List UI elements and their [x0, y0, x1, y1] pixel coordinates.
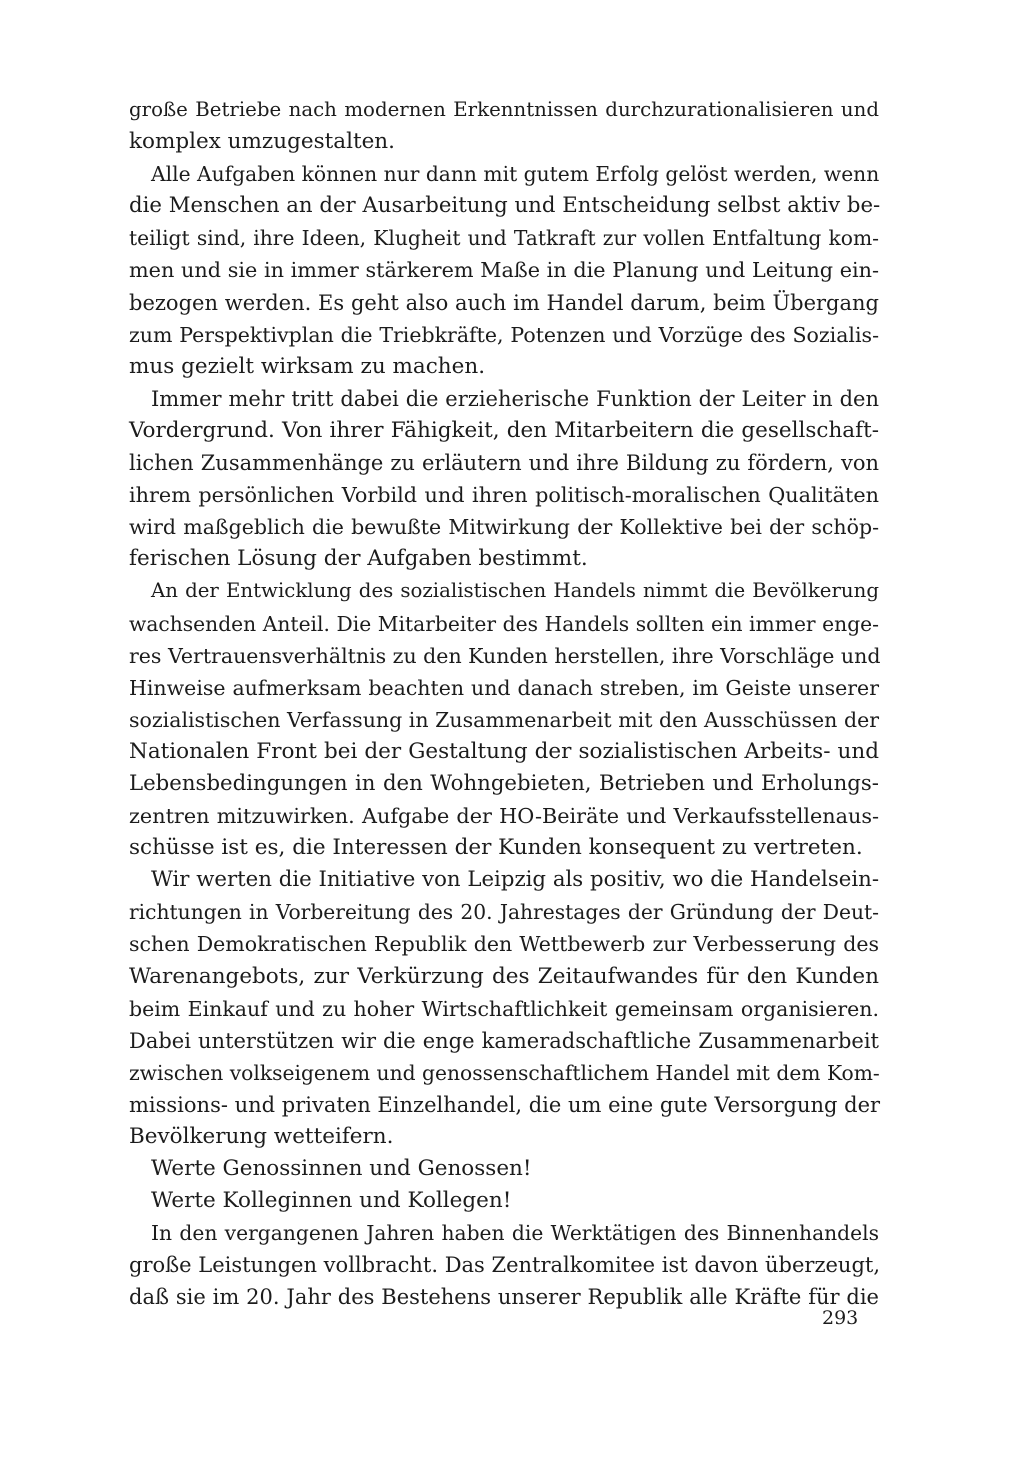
text-line: Alle Aufgaben können nur dann mit gutem Erfolg gelöst werden, wenn: [151, 162, 880, 187]
text-line: An der Entwicklung des sozialistischen Handels nimmt die Bevölkerung: [151, 579, 879, 603]
text-line: Immer mehr tritt dabei die erzieherische Funktion der Leiter in den: [151, 386, 879, 411]
text-line: Warenangebots, zur Verkürzung des Zeitaufwandes für den Kunden: [129, 963, 879, 989]
text-line: sozialistischen Verfassung in Zusammenarbeit mit den Ausschüssen der: [129, 707, 879, 732]
text-line: Wir werten die Initiative von Leipzig als positiv, wo die Handelsein-: [151, 867, 879, 893]
text-line: Hinweise aufmerksam beachten und danach streben, im Geiste unserer: [129, 675, 879, 700]
text-line: wachsenden Anteil. Die Mitarbeiter des Handels sollten ein immer enge-: [129, 611, 879, 636]
text-line: zentren mitzuwirken. Aufgabe der HO-Beiräte und Verkaufsstellenaus-: [129, 804, 879, 829]
body-text: [129, 94, 879, 1314]
text-line: Dabei unterstützen wir die enge kameradschaftliche Zusammenarbeit: [129, 1028, 879, 1053]
text-line: Nationalen Front bei der Gestaltung der sozialistischen Arbeits- und: [129, 738, 879, 764]
text-line: beim Einkauf und zu hoher Wirtschaftlichkeit gemeinsam organisieren.: [129, 996, 879, 1021]
text-line: res Vertrauensverhältnis zu den Kunden herstellen, ihre Vorschläge und: [129, 643, 881, 668]
text-line: men und sie in immer stärkerem Maße in die Planung und Leitung ein-: [129, 258, 879, 283]
text-line: Lebensbedingungen in den Wohngebieten, Betrieben und Erholungs-: [129, 770, 879, 796]
text-line: ferischen Lösung der Aufgaben bestimmt.: [129, 546, 588, 572]
text-line: lichen Zusammenhänge zu erläutern und ihre Bildung zu fördern, von: [129, 451, 879, 476]
text-line: richtungen in Vorbereitung des 20. Jahrestages der Gründung der Deut-: [129, 900, 879, 925]
text-line: komplex umzugestalten.: [129, 129, 395, 155]
text-line: mus gezielt wirksam zu machen.: [129, 353, 486, 379]
text-line: In den vergangenen Jahren haben die Werktätigen des Binnenhandels: [151, 1221, 879, 1246]
text-line: Werte Genossinnen und Genossen!: [151, 1156, 532, 1182]
text-line: zwischen volkseigenem und genossenschaftlichem Handel mit dem Kom-: [129, 1060, 880, 1085]
text-line: zum Perspektivplan die Triebkräfte, Potenzen und Vorzüge des Sozialis-: [129, 322, 879, 347]
text-line: schüsse ist es, die Interessen der Kunden konsequent zu vertreten.: [129, 835, 863, 861]
text-line: große Leistungen vollbracht. Das Zentralkomitee ist davon überzeugt,: [129, 1253, 881, 1278]
text-line: Werte Kolleginnen und Kollegen!: [151, 1188, 512, 1214]
text-line: Bevölkerung wetteifern.: [129, 1124, 394, 1149]
text-line: bezogen werden. Es geht also auch im Handel darum, beim Übergang: [129, 290, 879, 315]
text-line: missions- und privaten Einzelhandel, die um eine gute Versorgung der: [129, 1092, 881, 1117]
text-line: die Menschen an der Ausarbeitung und Entscheidung selbst aktiv be-: [129, 193, 881, 219]
text-line: wird maßgeblich die bewußte Mitwirkung der Kollektive bei der schöp-: [129, 515, 879, 540]
text-line: Vordergrund. Von ihrer Fähigkeit, den Mitarbeitern die gesellschaft-: [129, 417, 879, 443]
text-line: große Betriebe nach modernen Erkenntnissen durchzurationalisieren und: [129, 98, 879, 121]
page-number: 293: [822, 1307, 859, 1329]
text-line: teiligt sind, ihre Ideen, Klugheit und Tatkraft zur vollen Entfaltung kom-: [129, 226, 879, 251]
text-line: schen Demokratischen Republik den Wettbewerb zur Verbesserung des: [129, 932, 879, 957]
text-line: daß sie im 20. Jahr des Bestehens unserer Republik alle Kräfte für die: [129, 1285, 879, 1310]
text-line: ihrem persönlichen Vorbild und ihren politisch-moralischen Qualitäten: [129, 483, 879, 508]
